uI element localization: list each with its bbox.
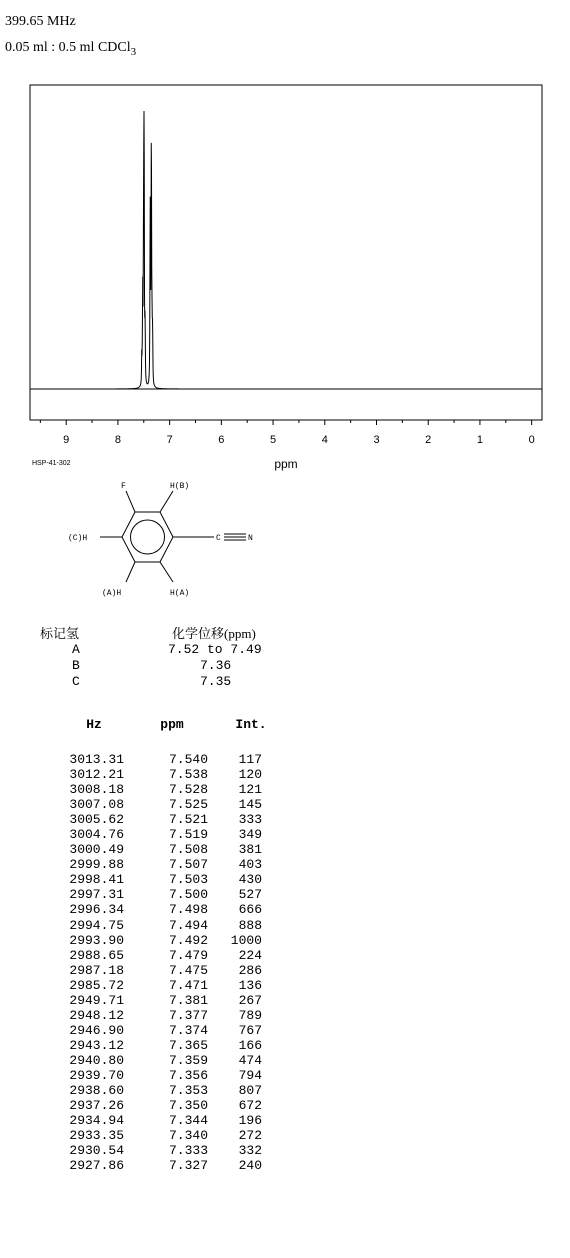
x-tick-label: 5 <box>270 434 277 446</box>
peak-hz: 2939.70 <box>69 1067 124 1083</box>
atom-c-nitrile: C <box>216 534 221 543</box>
bond-ha-left <box>126 562 135 582</box>
x-tick-label: 8 <box>114 434 121 446</box>
x-tick-label: 6 <box>218 434 225 446</box>
solvent-subscript: 3 <box>130 45 137 58</box>
peak-int: 120 <box>238 767 262 783</box>
peak-int: 807 <box>238 1083 262 1099</box>
peak-int: 381 <box>238 842 262 858</box>
assignment-table <box>40 626 262 690</box>
peak-int: 121 <box>238 782 262 798</box>
peak-row <box>60 978 286 993</box>
x-tick-label: 4 <box>321 434 328 446</box>
peak-ppm: 7.350 <box>168 1098 208 1114</box>
peak-hz: 2988.65 <box>69 947 124 963</box>
peak-hz: 2949.71 <box>69 992 124 1008</box>
aromatic-circle <box>131 520 165 554</box>
peak-hz: 2999.88 <box>69 857 124 873</box>
x-tick-label: 2 <box>425 434 432 446</box>
peak-ppm: 7.494 <box>168 917 208 933</box>
peak-ppm: 7.475 <box>168 962 208 978</box>
peak-int: 224 <box>238 947 262 963</box>
assignment-row <box>40 674 262 690</box>
header-ppm: ppm <box>160 717 184 732</box>
peak-int: 332 <box>238 1143 262 1159</box>
peak-ppm: 7.507 <box>168 857 208 873</box>
assignment-row <box>40 658 262 674</box>
peak-int: 166 <box>238 1037 262 1053</box>
bond-f <box>126 491 135 512</box>
peak-row <box>60 857 286 872</box>
peak-ppm: 7.333 <box>168 1143 208 1159</box>
peak-ppm: 7.525 <box>168 797 208 813</box>
assignment-label: A <box>72 642 80 657</box>
peak-row <box>60 827 286 842</box>
peak-int: 767 <box>238 1022 262 1038</box>
peak-int: 272 <box>238 1128 262 1144</box>
peak-ppm: 7.521 <box>168 812 208 828</box>
peak-hz: 3008.18 <box>69 782 124 798</box>
peak-int: 888 <box>238 917 262 933</box>
peak-hz: 2948.12 <box>69 1007 124 1023</box>
peak-row <box>60 1128 286 1143</box>
atom-n: N <box>248 534 253 543</box>
peak-hz: 2994.75 <box>69 917 124 933</box>
peak-ppm: 7.538 <box>168 767 208 783</box>
peak-row <box>60 963 286 978</box>
x-axis-tick-labels <box>63 434 535 446</box>
assignment-header-label: 标记氢 <box>40 626 80 641</box>
peak-hz: 2998.41 <box>69 872 124 888</box>
peak-hz: 2938.60 <box>69 1083 124 1099</box>
solvent-text: 0.05 ml : 0.5 ml CDCl <box>5 40 131 55</box>
peak-int: 666 <box>238 902 262 918</box>
peak-int: 1000 <box>230 932 262 948</box>
peak-row <box>60 767 286 782</box>
peak-hz: 3012.21 <box>69 767 124 783</box>
peak-hz: 3013.31 <box>69 752 124 767</box>
x-tick-label: 0 <box>528 434 535 446</box>
peak-int: 333 <box>238 812 262 828</box>
peak-hz: 2985.72 <box>69 977 124 993</box>
peak-int: 267 <box>238 992 262 1008</box>
peak-ppm: 7.327 <box>168 1158 208 1174</box>
peak-row <box>60 1083 286 1098</box>
peak-row <box>60 752 286 767</box>
peak-row <box>60 797 286 812</box>
peak-ppm: 7.471 <box>168 977 208 993</box>
peak-row <box>60 918 286 933</box>
spectrum-trace <box>30 111 542 389</box>
peak-int: 474 <box>238 1052 262 1068</box>
plot-frame <box>30 85 542 420</box>
assignment-label: C <box>72 674 80 689</box>
peak-ppm: 7.500 <box>168 887 208 903</box>
peak-hz: 3004.76 <box>69 827 124 843</box>
assignment-label: B <box>72 658 80 673</box>
peak-int: 527 <box>238 887 262 903</box>
peak-hz: 2927.86 <box>69 1158 124 1174</box>
peak-hz: 2997.31 <box>69 887 124 903</box>
x-tick-label: 1 <box>476 434 484 446</box>
assignment-shift: 7.52 to 7.49 <box>168 642 262 657</box>
peak-hz: 3007.08 <box>69 797 124 813</box>
peak-ppm: 7.540 <box>168 752 208 767</box>
peak-hz: 2987.18 <box>69 962 124 978</box>
peak-row <box>60 1023 286 1038</box>
peak-int: 789 <box>238 1007 262 1023</box>
peak-row <box>60 902 286 917</box>
peak-int: 136 <box>238 977 262 993</box>
peak-row <box>60 1098 286 1113</box>
peak-int: 145 <box>238 797 262 813</box>
peak-hz: 2996.34 <box>69 902 124 918</box>
peak-ppm: 7.498 <box>168 902 208 918</box>
peak-ppm: 7.365 <box>168 1037 208 1053</box>
peak-table-header-row <box>60 716 286 734</box>
peak-hz: 2943.12 <box>69 1037 124 1053</box>
peak-hz: 2934.94 <box>69 1113 124 1129</box>
peak-row <box>60 812 286 827</box>
assignment-row <box>40 642 262 658</box>
nmr-spectrum-chart <box>0 0 570 480</box>
peak-row <box>60 1113 286 1128</box>
atom-hc: (C)H <box>68 534 88 543</box>
peak-ppm: 7.528 <box>168 782 208 798</box>
peak-row <box>60 1008 286 1023</box>
peak-int: 117 <box>238 752 262 767</box>
peak-hz: 3005.62 <box>69 812 124 828</box>
bond-hb <box>160 491 173 512</box>
peak-row <box>60 948 286 963</box>
peak-ppm: 7.340 <box>168 1128 208 1144</box>
peak-row <box>60 782 286 797</box>
atom-f: F <box>121 482 126 491</box>
peak-hz: 3000.49 <box>69 842 124 858</box>
peak-int: 672 <box>238 1098 262 1114</box>
spectrometer-frequency: 399.65 MHz <box>5 14 76 29</box>
peak-hz: 2946.90 <box>69 1022 124 1038</box>
peak-hz: 2937.26 <box>69 1098 124 1114</box>
peak-row <box>60 1158 286 1173</box>
assignment-shift: 7.35 <box>200 674 232 689</box>
peak-ppm: 7.374 <box>168 1022 208 1038</box>
peak-hz: 2930.54 <box>69 1143 124 1159</box>
peak-ppm: 7.381 <box>168 992 208 1008</box>
header-hz: Hz <box>86 717 102 732</box>
peak-ppm: 7.508 <box>168 842 208 858</box>
x-axis-label: ppm <box>274 457 298 471</box>
peak-int: 196 <box>238 1113 262 1129</box>
peak-ppm: 7.359 <box>168 1052 208 1068</box>
x-tick-label: 7 <box>166 434 173 446</box>
peak-row <box>60 872 286 887</box>
peak-int: 349 <box>238 827 262 843</box>
peak-ppm: 7.492 <box>168 932 208 948</box>
peak-row <box>60 1068 286 1083</box>
peak-ppm: 7.356 <box>168 1067 208 1083</box>
peak-list-table <box>60 716 286 1173</box>
peak-ppm: 7.353 <box>168 1083 208 1099</box>
x-tick-label: 9 <box>63 434 70 446</box>
atom-hb: H(B) <box>170 482 190 491</box>
peak-row <box>60 993 286 1008</box>
peak-row <box>60 887 286 902</box>
peak-ppm: 7.344 <box>168 1113 208 1129</box>
peak-hz: 2940.80 <box>69 1052 124 1068</box>
x-axis-ticks <box>40 420 531 425</box>
assignment-header-row <box>40 626 262 642</box>
peak-hz: 2993.90 <box>69 932 124 948</box>
assignment-shift: 7.36 <box>200 658 232 673</box>
peak-ppm: 7.503 <box>168 872 208 888</box>
header-int: Int. <box>235 717 267 732</box>
peak-int: 403 <box>238 857 262 873</box>
peak-row <box>60 1143 286 1158</box>
peak-ppm: 7.479 <box>168 947 208 963</box>
peak-int: 430 <box>238 872 262 888</box>
bond-ha-right <box>160 562 173 582</box>
peak-row <box>60 1053 286 1068</box>
peak-ppm: 7.377 <box>168 1007 208 1023</box>
assignment-header-shift: 化学位移(ppm) <box>172 626 256 641</box>
peak-hz: 2933.35 <box>69 1128 124 1144</box>
x-tick-label: 3 <box>373 434 380 446</box>
peak-int: 240 <box>238 1158 262 1174</box>
peak-row <box>60 842 286 857</box>
peak-row <box>60 1038 286 1053</box>
molecule-structure <box>60 475 300 605</box>
atom-ha-right: H(A) <box>170 589 190 598</box>
atom-ha-left: (A)H <box>102 589 122 598</box>
peak-ppm: 7.519 <box>168 827 208 843</box>
peak-row <box>60 933 286 948</box>
spectrum-code: HSP-41-302 <box>32 460 71 467</box>
peak-int: 286 <box>238 962 262 978</box>
peak-int: 794 <box>238 1067 262 1083</box>
